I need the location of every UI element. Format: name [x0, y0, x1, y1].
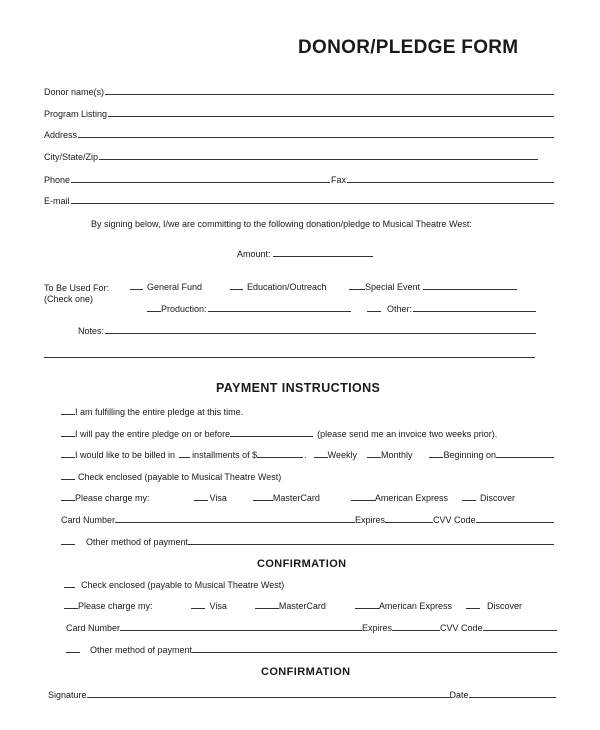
card-number-row — [61, 515, 554, 525]
date-label: Date — [449, 690, 469, 700]
conf-visa-check[interactable] — [191, 607, 205, 609]
monthly-label: Monthly — [380, 450, 413, 460]
charge-card-label: Please charge my: — [75, 493, 150, 503]
pay-full-option[interactable] — [61, 407, 243, 417]
check-enclosed-check[interactable] — [61, 478, 75, 480]
cvv-label: CVV Code — [433, 515, 476, 525]
city-state-zip-line[interactable] — [99, 159, 538, 160]
special-event-label: Special Event — [365, 282, 421, 292]
education-label: Education/Outreach — [247, 282, 327, 292]
donor-name-field[interactable] — [44, 85, 554, 97]
form-title: DONOR/PLEDGE FORM — [298, 37, 519, 58]
address-field[interactable] — [44, 128, 554, 140]
pay-full-check[interactable] — [61, 413, 75, 415]
confirmation-heading: CONFIRMATION — [257, 558, 347, 570]
conf-check-enclosed-check[interactable] — [64, 586, 75, 588]
installments-option[interactable]: I would like to be billed in installments of $ . Weekly Monthly Beginning on — [61, 450, 554, 460]
email-label: E-mail — [44, 196, 70, 206]
conf-other-method-check[interactable] — [66, 651, 80, 653]
date-line[interactable] — [469, 697, 556, 698]
general-fund-option[interactable] — [130, 282, 202, 292]
other-method-label: Other method of payment — [86, 537, 189, 547]
conf-check-enclosed-option[interactable] — [64, 580, 284, 590]
email-line[interactable] — [71, 203, 554, 204]
weekly-label: Weekly — [327, 450, 357, 460]
conf-check-enclosed-label: Check enclosed (payable to Musical Theatre West) — [81, 580, 285, 590]
production-label: Production: — [161, 304, 207, 314]
email-field[interactable] — [44, 194, 554, 206]
fax-line[interactable] — [347, 182, 554, 183]
amex-check[interactable] — [351, 499, 375, 501]
production-check[interactable] — [147, 310, 161, 312]
city-state-zip-field[interactable] — [44, 150, 538, 162]
pay-before-check[interactable] — [61, 435, 75, 437]
phone-label: Phone — [44, 175, 71, 185]
card-number-label: Card Number — [61, 515, 116, 525]
amount-label: Amount: — [237, 249, 271, 259]
general-fund-check[interactable] — [130, 288, 143, 290]
conf-charge-card-label: Please charge my: — [78, 601, 153, 611]
notes-line[interactable] — [105, 333, 536, 334]
conf-charge-card-row — [64, 601, 522, 611]
discover-label: Discover — [479, 493, 515, 503]
conf-amex-label: American Express — [378, 601, 452, 611]
education-check[interactable] — [230, 288, 243, 290]
conf-amex-check[interactable] — [355, 607, 379, 609]
other-use-check[interactable] — [367, 310, 381, 312]
special-event-check[interactable] — [349, 288, 365, 290]
conf-mastercard-label: MasterCard — [278, 601, 326, 611]
address-label: Address — [44, 130, 78, 140]
conf-other-method-row[interactable] — [66, 645, 557, 655]
special-event-line[interactable] — [423, 289, 517, 290]
conf-expires-label: Expires — [362, 623, 393, 633]
other-method-line[interactable] — [188, 544, 554, 545]
conf-discover-label: Discover — [486, 601, 522, 611]
conf-cvv-label: CVV Code — [440, 623, 483, 633]
pay-before-label: I will pay the entire pledge on or before — [75, 429, 231, 439]
conf-discover-check[interactable] — [466, 607, 480, 609]
pay-before-option[interactable] — [61, 429, 497, 439]
other-use-option[interactable] — [367, 304, 536, 314]
expires-line[interactable] — [385, 521, 433, 523]
other-method-row[interactable] — [61, 537, 554, 547]
conf-card-number-line[interactable] — [120, 629, 362, 631]
conf-card-number-label: Card Number — [66, 623, 121, 633]
mastercard-label: MasterCard — [272, 493, 320, 503]
city-state-zip-label: City/State/Zip — [44, 152, 99, 162]
program-listing-label: Program Listing — [44, 109, 108, 119]
phone-fax-row — [44, 173, 554, 185]
beginning-label: Beginning on — [443, 450, 497, 460]
conf-expires-line[interactable] — [392, 629, 440, 631]
donor-name-label: Donor name(s) — [44, 87, 105, 97]
conf-charge-card-check[interactable] — [64, 607, 78, 609]
monthly-check[interactable] — [367, 456, 381, 458]
program-listing-line[interactable] — [108, 116, 554, 117]
check-enclosed-option[interactable] — [61, 472, 281, 482]
other-method-check[interactable] — [61, 543, 75, 545]
general-fund-label: General Fund — [147, 282, 203, 292]
pay-full-label: I am fulfilling the entire pledge at this time. — [75, 407, 244, 417]
notes-label: Notes: — [78, 326, 105, 336]
signature-line[interactable] — [87, 696, 450, 698]
notes-line-2[interactable] — [44, 357, 535, 358]
installments-of-label: installments of $ — [192, 450, 258, 460]
conf-other-method-line[interactable] — [192, 652, 557, 653]
amex-label: American Express — [374, 493, 448, 503]
charge-card-row — [61, 493, 515, 503]
conf-cvv-line[interactable] — [483, 630, 557, 631]
commit-statement: By signing below, I/we are committing to the following donation/pledge to Musical Theatre West: — [91, 219, 472, 229]
beginning-check[interactable] — [429, 456, 443, 458]
charge-card-check[interactable] — [61, 499, 75, 501]
education-option[interactable] — [230, 282, 327, 292]
use-label: To Be Used For: — [44, 283, 110, 293]
donor-name-line[interactable] — [105, 94, 554, 95]
conf-card-number-row — [66, 623, 557, 633]
pay-before-date-line[interactable] — [230, 435, 313, 437]
phone-line[interactable] — [71, 182, 330, 183]
use-sublabel: (Check one) — [44, 294, 94, 304]
check-enclosed-label: Check enclosed (payable to Musical Theatre West) — [78, 472, 282, 482]
conf-visa-label: Visa — [209, 601, 227, 611]
conf-other-method-label: Other method of payment — [90, 645, 193, 655]
visa-check[interactable] — [194, 499, 208, 501]
billed-in-label: I would like to be billed in — [75, 450, 176, 460]
weekly-check[interactable] — [314, 456, 328, 458]
card-number-line[interactable] — [115, 521, 355, 523]
conf-mastercard-check[interactable] — [255, 607, 279, 609]
discover-check[interactable] — [462, 499, 476, 501]
cvv-line[interactable] — [476, 522, 554, 523]
program-listing-field[interactable] — [44, 107, 554, 119]
confirmation2-heading: CONFIRMATION — [261, 666, 351, 678]
visa-label: Visa — [209, 493, 227, 503]
other-use-line[interactable] — [413, 311, 536, 312]
installments-check[interactable] — [61, 456, 75, 458]
installments-count-line[interactable] — [179, 456, 190, 458]
amount-line[interactable] — [273, 256, 373, 257]
payment-heading: PAYMENT INSTRUCTIONS — [216, 381, 381, 395]
signature-label: Signature — [48, 690, 87, 700]
fax-label: Fax — [331, 175, 347, 185]
production-line[interactable] — [208, 311, 351, 312]
mastercard-check[interactable] — [253, 499, 273, 501]
expires-label: Expires — [355, 515, 386, 525]
amount-field[interactable] — [237, 249, 373, 259]
signature-row — [48, 690, 556, 700]
notes-field[interactable] — [78, 326, 536, 336]
special-event-option[interactable] — [349, 282, 517, 292]
address-line[interactable] — [78, 137, 554, 138]
invoice-note: (please send me an invoice two weeks prior). — [317, 429, 498, 439]
production-option[interactable] — [147, 304, 351, 314]
beginning-date-line[interactable] — [496, 457, 554, 458]
other-use-label: Other: — [387, 304, 413, 314]
installment-amount-line[interactable] — [257, 456, 303, 458]
